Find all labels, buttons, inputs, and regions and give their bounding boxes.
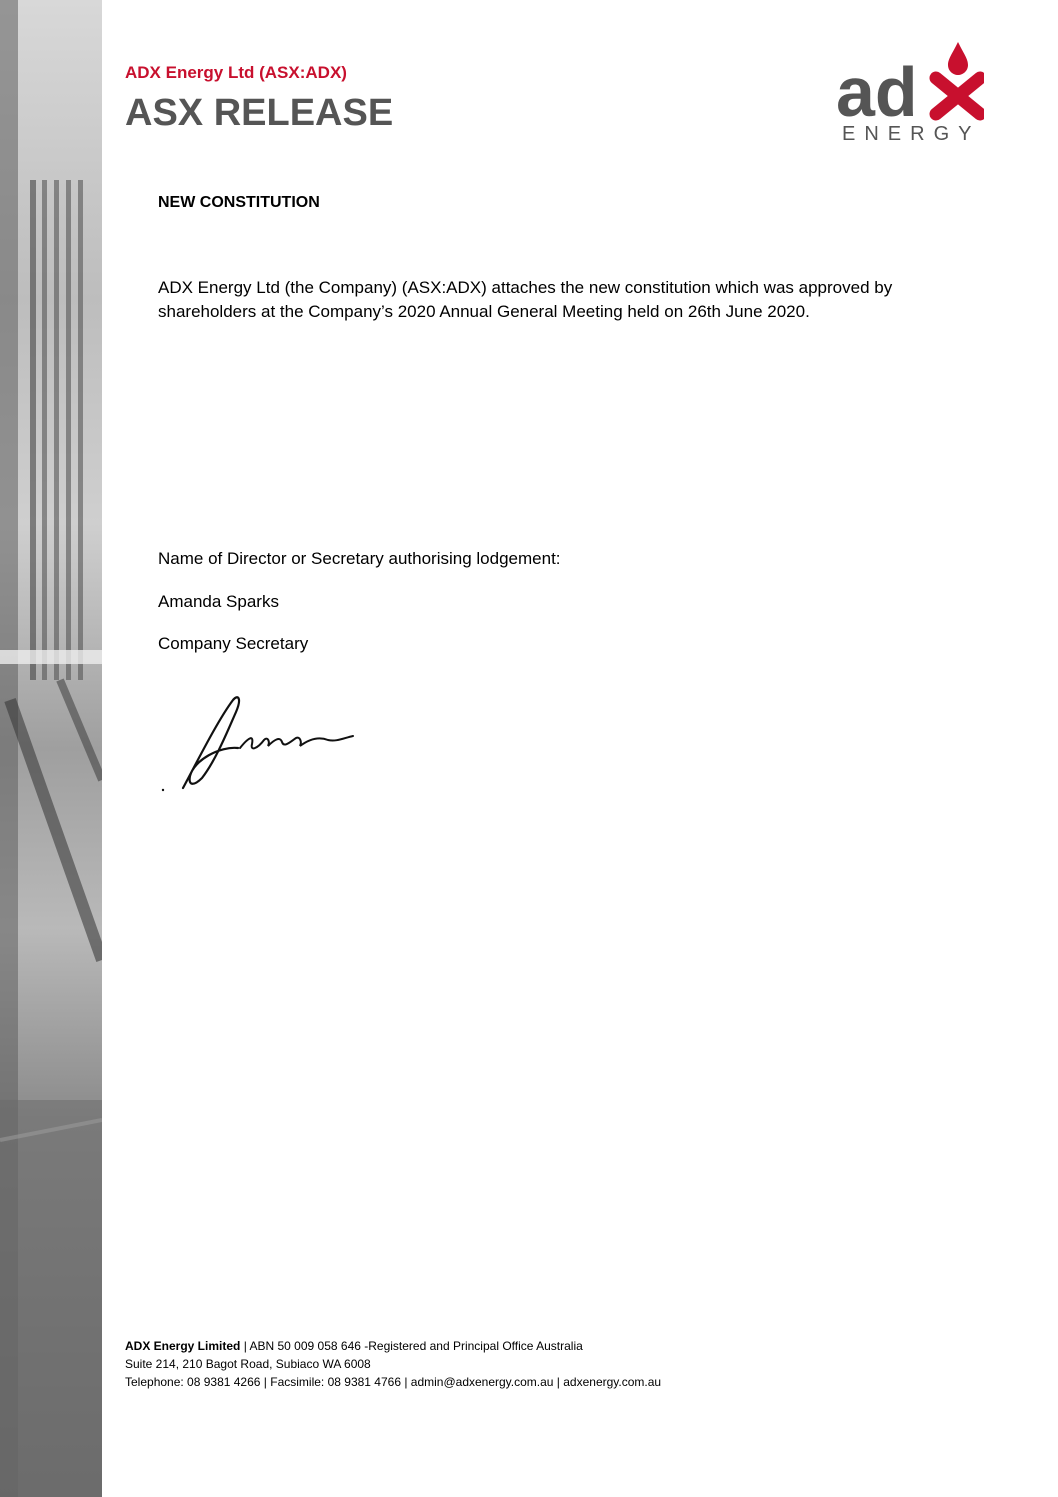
authorisation-label: Name of Director or Secretary authorising lodgement: [158,549,561,568]
release-title: ASX RELEASE [125,92,394,134]
document-heading: NEW CONSTITUTION [158,194,320,211]
page-footer [125,1337,661,1391]
side-photo-strip [0,0,102,1497]
adx-energy-logo [834,38,984,146]
footer-company-name: ADX Energy Limited [125,1339,241,1353]
signatory-name: Amanda Sparks [158,592,279,611]
footer-abn: | ABN 50 009 058 646 -Registered and Principal Office Australia [243,1339,583,1353]
footer-line-1 [125,1337,661,1355]
svg-text:ad: ad [836,53,918,131]
company-line: ADX Energy Ltd (ASX:ADX) [125,63,347,82]
document-body: ADX Energy Ltd (the Company) (ASX:ADX) attaches the new constitution which was approved by shareholders at the Company’s 2020 Annual General Meeting held on 26th June 2020. [158,278,893,321]
x-mark-icon [936,78,980,114]
droplet-icon [948,42,968,75]
svg-text:ENERGY: ENERGY [842,123,981,145]
handwritten-signature [158,690,388,800]
footer-address: Suite 214, 210 Bagot Road, Subiaco WA 6008 [125,1357,371,1371]
footer-contact: Telephone: 08 9381 4266 | Facsimile: 08 9381 4766 | admin@adxenergy.com.au | adxenergy.com.au [125,1375,662,1389]
signatory-title: Company Secretary [158,634,309,653]
